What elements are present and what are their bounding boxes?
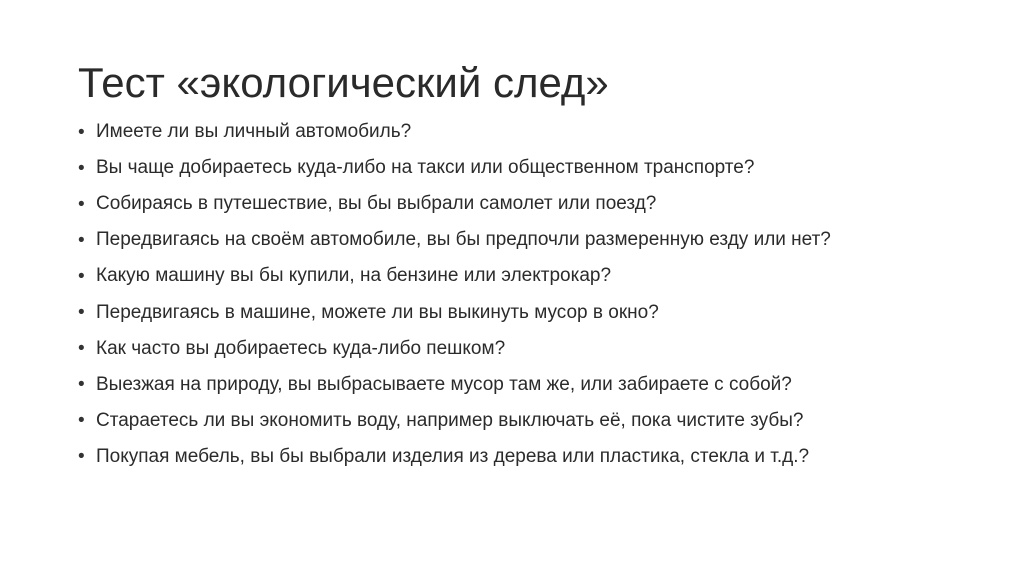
question-text: Имеете ли вы личный автомобиль? [96, 121, 412, 143]
question-list [78, 114, 831, 475]
bullet-icon: • [78, 193, 85, 215]
list-item [78, 114, 831, 150]
list-item [78, 222, 831, 258]
bullet-icon: • [78, 446, 85, 468]
bullet-icon: • [78, 265, 85, 287]
list-item [78, 258, 831, 294]
bullet-icon: • [78, 157, 85, 179]
list-item [78, 331, 831, 367]
bullet-icon: • [78, 338, 85, 360]
bullet-icon: • [78, 229, 85, 251]
question-text: Покупая мебель, вы бы выбрали изделия из дерева или пластика, стекла и т.д.? [96, 445, 810, 467]
question-text: Выезжая на природу, вы выбрасываете мусор там же, или забираете с собой? [96, 373, 792, 395]
question-text: Передвигаясь в машине, можете ли вы выкинуть мусор в окно? [96, 301, 659, 323]
question-text: Вы чаще добираетесь куда-либо на такси или общественном транспорте? [96, 157, 755, 179]
list-item [78, 150, 831, 186]
bullet-icon: • [78, 374, 85, 396]
question-text: Какую машину вы бы купили, на бензине или электрокар? [96, 265, 612, 287]
list-item [78, 367, 831, 403]
bullet-icon: • [78, 121, 85, 143]
slide-title: Тест «экологический след» [78, 59, 609, 106]
question-text: Как часто вы добираетесь куда-либо пешком? [96, 337, 506, 359]
question-text: Собираясь в путешествие, вы бы выбрали самолет или поезд? [96, 193, 657, 215]
bullet-icon: • [78, 410, 85, 432]
list-item [78, 439, 831, 475]
question-text: Стараетесь ли вы экономить воду, например выключать её, пока чистите зубы? [96, 409, 804, 431]
list-item [78, 294, 831, 330]
bullet-icon: • [78, 302, 85, 324]
question-text: Передвигаясь на своём автомобиле, вы бы предпочли размеренную езду или нет? [96, 229, 831, 251]
list-item [78, 403, 831, 439]
list-item [78, 186, 831, 222]
